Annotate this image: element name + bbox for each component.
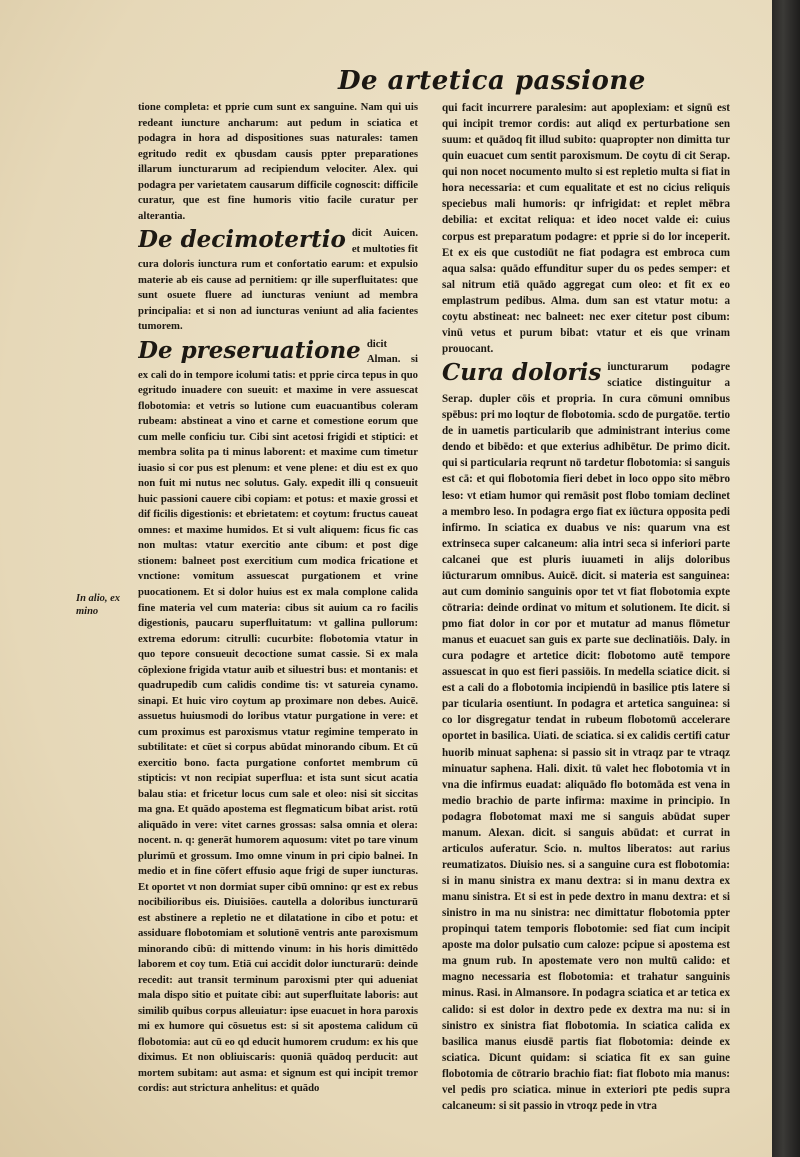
left-opening-paragraph: tione completa: et pprie cum sunt ex sanguine. Nam qui uis redeant iuncture ancharum: aut pedum in sciatica et podagra in hora ad dispositiones suas naturales: tamen egritudo redit ex qbusdam causis ppter preparationes illarum iuncturarum ad recipiendum velociter. Alex. qui podagra per varietatem causarum difficile cognoscit: difficile curatur, que est fine humoris vitio facile curatur per alterantia.	[138, 101, 418, 222]
marginal-note: In alio, ex mino	[76, 593, 121, 617]
section-heading-cura-doloris	[442, 359, 730, 1114]
right-opening-paragraph: qui facit incurrere paralesim: aut apoplexiam: et signū est qui incipit tremor cordis: aut aliqd ex perturbatione sen suum: et quādoq fit illud subito: quapropter non dimitta tur quin euacuet cum sentit paroxismum. De coytu di cit Serap. qui non nocet nocumento multo si est repletio multa si fiat in hora necessaria: et cum equalitate et est no cicius reliquis speciebus mali humoris: qr infrigidat: et replet mēbra debilia: et excitat reliqua: et ideo nocet valde ei: cuius corpus est preparatum podagre: et pprie si do lor inceperit. Et ex eis que custodiūt ne fiat podagra est embroca cum aqua salsa: quādo effunditur super du os pedes semper: et sal nitrum etiā quādo aggregat cum oleo: et fit ex eo emplastrum pedibus. Alma. dum san est vtatur motu: a coytu abstineat: nec balneet: nec exer citetur post cibum: vinū vetus et purum bibat: vtatur et eis que vrinam prouocant.	[442, 102, 730, 355]
left-column	[138, 100, 418, 1097]
heading-large-text: Cura doloris	[442, 359, 602, 386]
heading-large-text: De decimotertio	[138, 226, 346, 254]
heading-body-text: dicit Auicen. et multoties fit cura doloris iunctura rum et confortatio earum: et expulsio materie ab eis cause ad pernitiem: qr ille superfluitates: que sunt osuete fluere ad iuncturas veniunt ad membra principalia: et si non ad iuncturas veniunt ad alia facientes tumorem.	[138, 227, 418, 333]
heading-body-text: iuncturarum podagre sciatice distinguitur a Serap. dupler cōis et propria. In cura cōmuni omnibus spēbus: pri mo loqtur de flobotomia. scdo de purgatōe. tertio de in uametis particularib que administrant interius come dendo et bibēdo: et que exterius adhibētur. De primo dicit. qui si particularia reqrunt nō tardetur flobotomia: si sanguis est cā: et qui flobotomia fieri debet in loco oppo sito mēbro leso: vt etiam humor qui remāsit post flobo tomiam declinet a membro leso. In podagra ergo fiat ex iūctura opposita pedi infirmo. In sciatica ex duabus ve nis: quarum vna est extrinseca super calcaneum: alia intri seca si inferiori parte calcanei que est pluris iuuameti in alijs doloribus iūcturarum omnibus. Auicē. dicit. si materia est sanguinea: aut cum dominio sanguinis opor tet vt fiat flobotomia expte cōtraria: deinde ordinat vo mitum et solutionem. Ite dicit. si pmo fiat dolor in cor por et mutatur ad manus flōmetur manus et euacuet san guis ex parte sue declinatiōis. Daly. in cura podagre et artetice dicit: flobotomo autē tempore assuescat in quo est fieri passiōis. In medella sciatice dicit. si est a cali do a flobotomia incipiendū in basilice ptis latere si par ticularia osentiunt. In podagra et artetica sanguinea: si co lor disgregatur tendat in rubeum flobotomū accelerare oportet in basilica. Uiati. de sciatica. si ex calidis certifi catur huorib minuat saphena: si passio sit in vtraqz par te vtraqz minuatur saphena. Hali. dixit. tū valet hec flobotomia vt in vna die infirmus euadat: aliquādo flo botomāda est vena in medio brachio de parte infirma: maxime in principio. In podagra flobotomat maxi me si sanguis abūdat super manum. Alexan. dicit. si sanguis abūdat: et currat in articulos auferatur. Scio. n. multos liberatos: aut rarius reumatizatos. Diuisio nes. si a sanguine cura est flobotomia: si in manu sinistra ex manu dextra: si in manu dextra ex manu sinistra. Et si est in pede dextro in manu dextra: et si sinistro in ma nu sinistra: nec dimittatur flobotomia ppter propinqui tatem temporis flobotomie: sed fiat cum incipit aposte ma dolor pulsatio cum caloze: pcipue si apostema est ma gnum rub. In apostemate vero non multū calido: et magno necessaria est flobotomia: et trahatur sanguinis minus. Rasi. in Almansore. In podagra sciatica et ar tetica ex calido: si est dolor in dextro pede ex dextra ma nu: si in sinistro ex sinistra fiat flobotomia. In sciatica calida ex basilica manus eiusdē partis fiat flobotomia: deinde ex sciatica. Dicunt quidam: si sciatica fit ex san guine flobotomia de cōtrario brachio fiat: fiat floboto mia manus: vel pedis pro sciatica. minue in exteriori pte pedis supra calcaneum: si sit passio in vtroqz pede in vtra	[442, 361, 730, 1112]
heading-body-text: dicit Alman. si ex cali do in tempore icolumi tatis: et pprie circa tepus in quo egritudo inuadere con sueuit: et maxime in vere assuescat flobotomia: et vetris so lutione cum euacuantibus coleram rubeam: abstineat a vino et carne et comestione eorum que cum melle conficiu tur. Cibi sint acetosi frigidi et stiptici: et membra solita pa ti minus laborent: et maxime cum timetur iuasio si cor pus est plenum: et vene plene: et diu est ex quo non fuit mi nutus nec solutus. Galy. expedit illi q consueuit huic passioni cauere cibi copiam: et potus: et maxie grossi et dif ficilis digestionis: et ebrietatem: et coytum: fructus caueat omnes: et maxime humidos. Et si vult aliquem: ficus fic cas non multas: vtatur exercitio ante cibum: et post dige stionem: balneet post exercitium cum modica fricatione et vnctione: vomitum assuescat purgationem et vrine puocationem. Et si dolor huius est ex mala complone calida fine materia vel cum materia: cibus sit auium ca ro facilis digestionis, paucaru superfluitatum: vt gallina pullorum: extrema edorum: citrulli: cucurbite: flobotomia vtatur in quo tepore consueuit decoctione sumat cassie. Si ex mala cōplexione frigida vtatur auib et siluestri bus: et montanis: et quadrupedib cum calidis condime tis: vt satureia cynamo. sinapi. Et huic viro coytum ap proximare non debes. Auicē. assuetus huiusmodi do loribus vtatur purgatione in vere: et cum proximus est paroxismus vtatur regimine temperato in subtilitate: et cūet si corpus abūdat minorando cibum. Et cū exercitio bono. facta purgatione confortet membrum cū stipticis: vt non recipiat superflua: et ista sunt sicut acatia balau stia: et fricetur locus cum sale et oleo: nisi sit siccitas ma gna. Et quādo apostema est flegmaticum bibat arist. rotū aliquādo in vere: vitet carnes grossas: salsa omnia et olera: nocent. n. q: generāt humorem aquosum: vitet po tare vinum plurimū et grossum. Imo omne vinum in pri cipio balnei. In medio et in fine cōfert effusio aque frigi de super iuncturas. Et oportet vt non dormiat super cibū omnino: qr est ex rebus nocibilioribus eis. Diuisiōes. cautella a doloribus iuncturarū est abstinere a repletio ne et dilatatione in cibo et potu: et assiduare flobotomiam et solutionē ventris ante paroxismum minorando cibū: di mittendo vinum: in his horis dimittēdo laborem et coy tum. Etiā cui accidit dolor iuncturarū: deinde recedit: aut transit terminum paroxismi pter qui adueniat mala dispo sitio et puitate cibi: aut superfluitate laboris: aut similib quibus corpus alleuiatur: ipse euacuet in hora paroxis mi ex humore qui cōsuetus est: si sit apostema calidum cū flobotomia: aut cū eo qd educit humorem crudum: ex his que diximus. Et non obliuiscaris: quoniā quādoq perducit: aut mortem subitam: aut asma: et signum est qui incipit tremor cordis: aut strictura anhelitus: et quādo	[138, 337, 418, 1095]
page-edge	[772, 0, 800, 1157]
heading-large-text: De preseruatione	[138, 336, 361, 364]
section-heading-preseruatione	[138, 337, 418, 1097]
section-heading-decimotertio	[138, 226, 418, 335]
right-column	[442, 100, 730, 1114]
running-head: De artetica passione	[338, 66, 646, 96]
